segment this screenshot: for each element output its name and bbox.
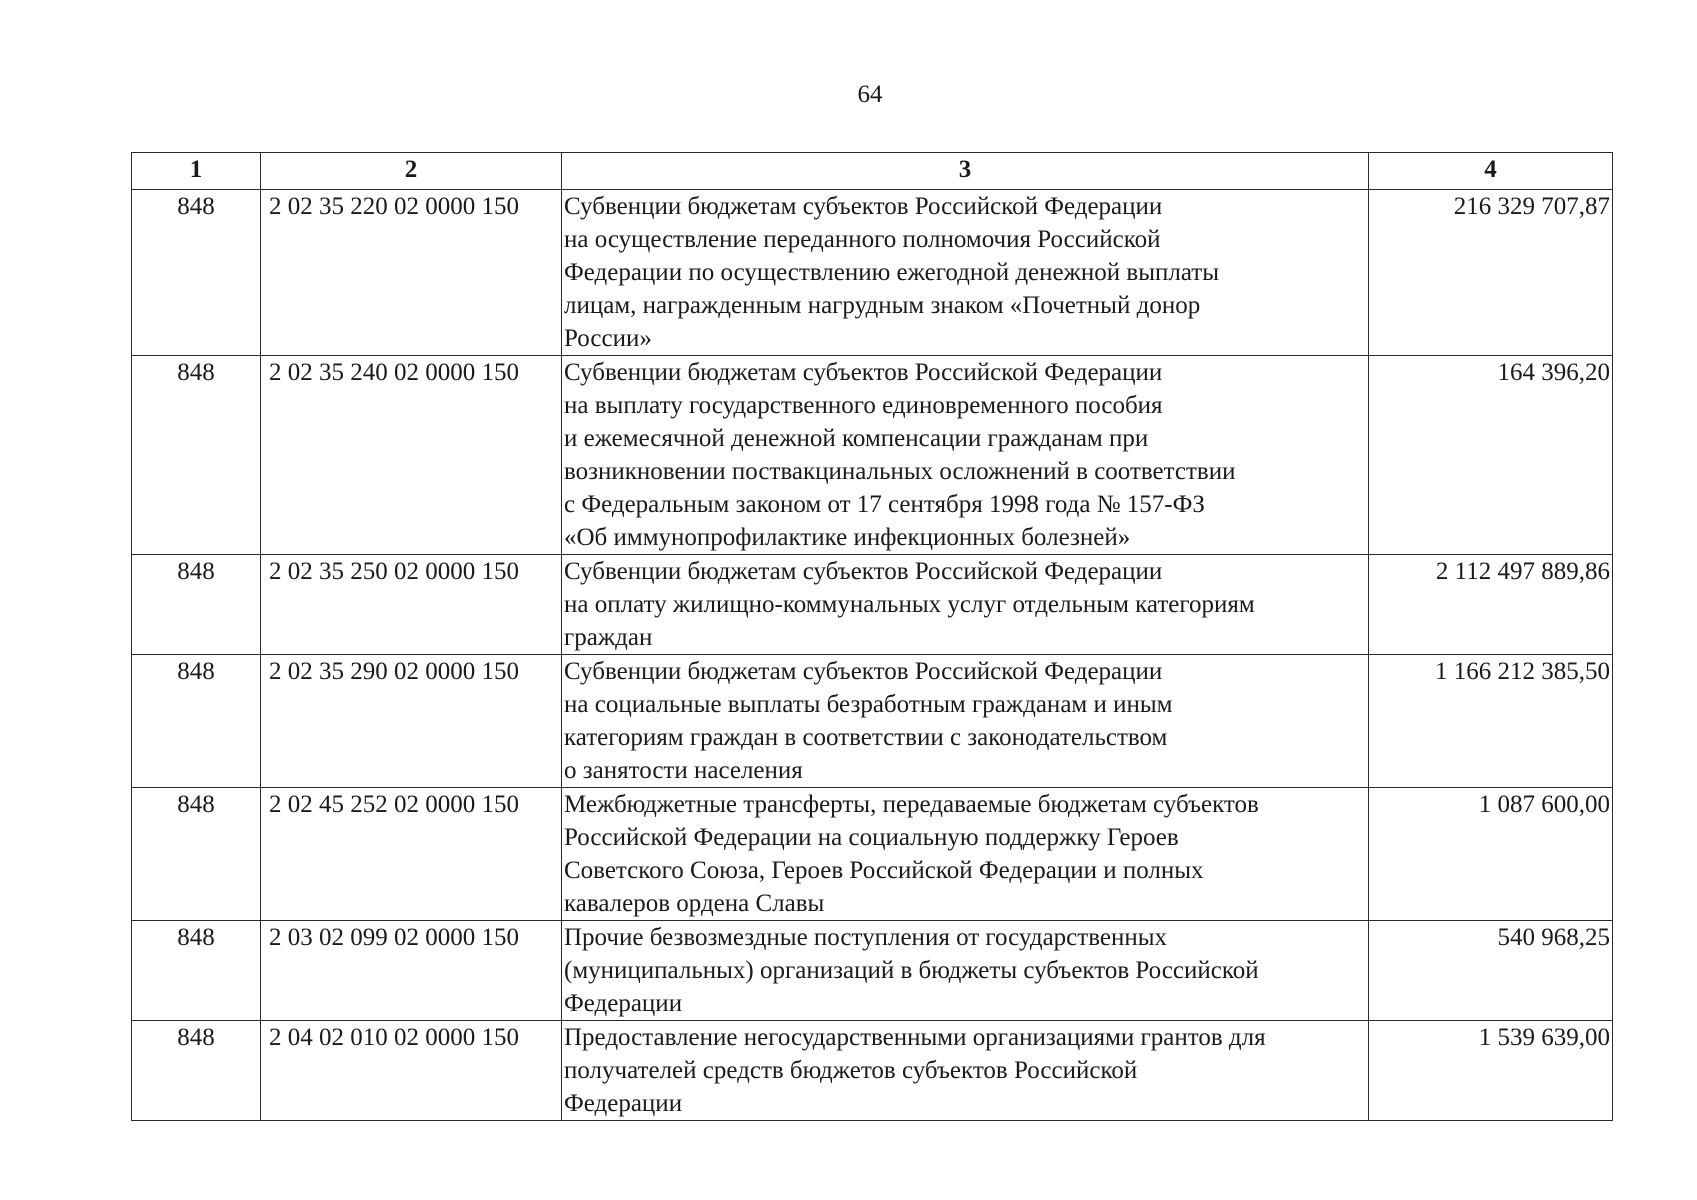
admin-code-cell: 848 [132, 788, 261, 921]
admin-code-cell: 848 [132, 555, 261, 655]
amount-cell: 1 166 212 385,50 [1369, 655, 1613, 788]
admin-code-cell: 848 [132, 356, 261, 555]
revenue-name-line: на выплату государственного единовременного пособия [564, 392, 1163, 419]
revenue-name-cell [562, 555, 1369, 655]
revenue-name-line: о занятости населения [564, 757, 803, 784]
budget-code-cell: 2 02 35 240 02 0000 150 [261, 356, 562, 555]
budget-code-cell: 2 04 02 010 02 0000 150 [261, 1021, 562, 1121]
table-body [132, 190, 1613, 1121]
revenue-name-line: на оплату жилищно-коммунальных услуг отдельным категориям [564, 591, 1255, 618]
revenue-name-line: кавалеров ордена Славы [564, 890, 825, 917]
table-row [132, 655, 1613, 788]
revenue-name-cell [562, 190, 1369, 356]
revenue-name-line: лицам, награжденным нагрудным знаком «Почетный донор [564, 292, 1201, 319]
table-row [132, 555, 1613, 655]
revenue-name-line: категориям граждан в соответствии с законодательством [564, 724, 1168, 751]
table-row [132, 1021, 1613, 1121]
revenue-name-line: возникновении поствакцинальных осложнений в соответствии [564, 458, 1236, 485]
revenue-name-line: на осуществление переданного полномочия Российской [564, 226, 1161, 253]
revenue-name-cell [562, 1021, 1369, 1121]
revenue-name-line: граждан [564, 624, 653, 651]
revenue-name-cell [562, 356, 1369, 555]
revenue-name-line: Прочие безвозмездные поступления от государственных [564, 924, 1168, 951]
table-row [132, 190, 1613, 356]
amount-cell: 1 539 639,00 [1369, 1021, 1613, 1121]
revenue-name-line: Межбюджетные трансферты, передаваемые бюджетам субъектов [564, 791, 1259, 818]
revenue-name-line: получателей средств бюджетов субъектов Российской [564, 1057, 1138, 1084]
revenue-name-line: и ежемесячной денежной компенсации гражданам при [564, 425, 1149, 452]
revenue-name-line: Субвенции бюджетам субъектов Российской Федерации [564, 193, 1163, 220]
column-header-2: 2 [261, 153, 562, 190]
amount-cell: 1 087 600,00 [1369, 788, 1613, 921]
revenue-name-line: Федерации по осуществлению ежегодной денежной выплаты [564, 259, 1220, 286]
revenue-table [131, 152, 1613, 1121]
budget-code-cell: 2 02 35 220 02 0000 150 [261, 190, 562, 356]
table-row [132, 356, 1613, 555]
revenue-name-line: Субвенции бюджетам субъектов Российской Федерации [564, 359, 1163, 386]
page-number: 64 [857, 81, 883, 108]
admin-code-cell: 848 [132, 190, 261, 356]
revenue-name-cell [562, 921, 1369, 1021]
revenue-name-cell [562, 655, 1369, 788]
revenue-name-line: Субвенции бюджетам субъектов Российской Федерации [564, 658, 1163, 685]
admin-code-cell: 848 [132, 655, 261, 788]
admin-code-cell: 848 [132, 1021, 261, 1121]
budget-code-cell: 2 02 35 250 02 0000 150 [261, 555, 562, 655]
table-row [132, 788, 1613, 921]
amount-cell: 540 968,25 [1369, 921, 1613, 1021]
table-row [132, 921, 1613, 1021]
amount-cell: 216 329 707,87 [1369, 190, 1613, 356]
budget-code-cell: 2 02 45 252 02 0000 150 [261, 788, 562, 921]
revenue-name-line: Советского Союза, Героев Российской Федерации и полных [564, 857, 1204, 884]
revenue-name-line: (муниципальных) организаций в бюджеты субъектов Российской [564, 957, 1259, 984]
revenue-name-line: Федерации [564, 1090, 683, 1117]
amount-cell: 2 112 497 889,86 [1369, 555, 1613, 655]
column-header-3: 3 [562, 153, 1369, 190]
revenue-name-line: на социальные выплаты безработным гражданам и иным [564, 691, 1173, 718]
revenue-name-line: с Федеральным законом от 17 сентября 1998 года № 157-ФЗ [564, 491, 1205, 518]
revenue-name-cell [562, 788, 1369, 921]
budget-code-cell: 2 03 02 099 02 0000 150 [261, 921, 562, 1021]
column-header-4: 4 [1369, 153, 1613, 190]
revenue-name-line: Предоставление негосударственными организациями грантов для [564, 1024, 1266, 1051]
table-header-row [132, 153, 1613, 190]
revenue-name-line: Федерации [564, 990, 683, 1017]
revenue-name-line: России» [564, 325, 652, 352]
column-header-1: 1 [132, 153, 261, 190]
budget-code-cell: 2 02 35 290 02 0000 150 [261, 655, 562, 788]
revenue-name-line: Субвенции бюджетам субъектов Российской Федерации [564, 558, 1163, 585]
amount-cell: 164 396,20 [1369, 356, 1613, 555]
revenue-name-line: «Об иммунопрофилактике инфекционных болезней» [564, 524, 1131, 551]
revenue-name-line: Российской Федерации на социальную поддержку Героев [564, 824, 1179, 851]
admin-code-cell: 848 [132, 921, 261, 1021]
